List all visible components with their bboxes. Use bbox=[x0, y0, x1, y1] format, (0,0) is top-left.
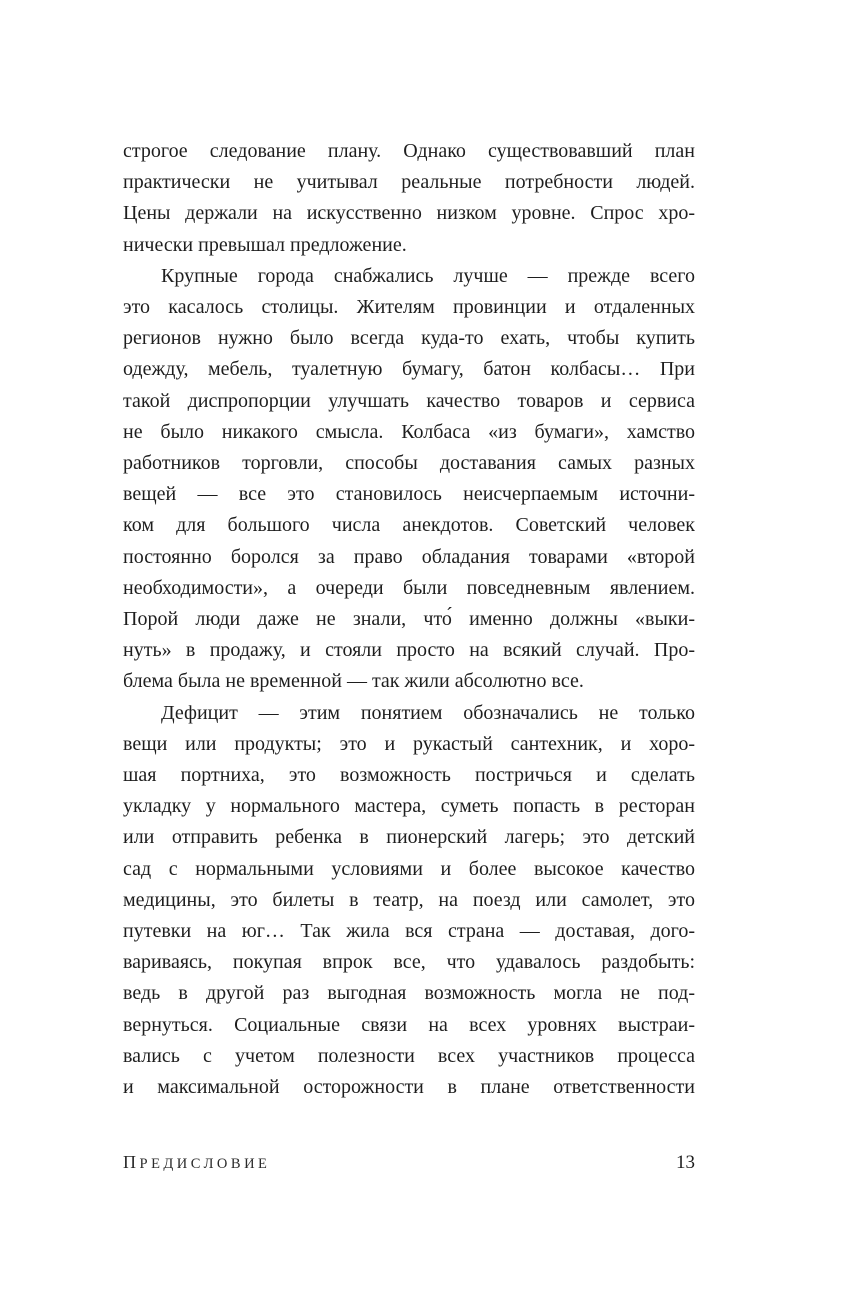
text-line: сад с нормальными условиями и более высокое качество bbox=[123, 857, 695, 880]
text-line: практически не учитывал реальные потребности людей. bbox=[123, 171, 695, 194]
text-line: нуть» в продажу, и стояли просто на всякий случай. Про- bbox=[123, 639, 695, 662]
text-line: вались с учетом полезности всех участников процесса bbox=[123, 1044, 695, 1067]
text-line: одежду, мебель, туалетную бумагу, батон колбасы… При bbox=[123, 358, 695, 381]
text-line: путевки на юг… Так жила вся страна — доставая, дого- bbox=[123, 920, 695, 943]
text-line: строгое следование плану. Однако существовавший план bbox=[123, 140, 695, 162]
text-line: регионов нужно было всегда куда-то ехать, чтобы купить bbox=[123, 327, 695, 350]
text-line: необходимости», а очереди были повседневным явлением. bbox=[123, 576, 695, 599]
text-line: это касалось столицы. Жителям провинции и отдаленных bbox=[123, 296, 695, 319]
text-line: Цены держали на искусственно низком уровне. Спрос хро- bbox=[123, 202, 695, 225]
text-line: вернуться. Социальные связи на всех уровнях выстраи- bbox=[123, 1013, 695, 1036]
page-footer bbox=[123, 1152, 695, 1174]
text-line: работников торговли, способы доставания самых разных bbox=[123, 452, 695, 475]
paragraph bbox=[123, 698, 695, 1104]
page-number: 13 bbox=[676, 1152, 695, 1173]
text-block bbox=[123, 136, 695, 1103]
text-line: нически превышал предложение. bbox=[123, 233, 407, 256]
paragraph bbox=[123, 261, 695, 698]
text-line: вещей — все это становилось неисчерпаемым источни- bbox=[123, 483, 695, 506]
text-line: или отправить ребенка в пионерский лагерь; это детский bbox=[123, 826, 695, 849]
text-line: вещи или продукты; это и рукастый сантехник, и хоро- bbox=[123, 732, 695, 755]
text-line: медицины, это билеты в театр, на поезд или самолет, это bbox=[123, 888, 695, 911]
paragraph bbox=[123, 136, 695, 261]
text-line: шая портниха, это возможность постричься и сделать bbox=[123, 764, 695, 787]
text-line: Дефицит — этим понятием обозначались не только bbox=[161, 701, 695, 724]
text-line: ведь в другой раз выгодная возможность могла не под- bbox=[123, 982, 695, 1005]
footer-section-label: ПРЕДИСЛОВИЕ bbox=[123, 1152, 271, 1172]
text-line: не было никакого смысла. Колбаса «из бумаги», хамство bbox=[123, 420, 695, 443]
text-line: вариваясь, покупая впрок все, что удавалось раздобыть: bbox=[123, 951, 695, 974]
text-line: укладку у нормального мастера, суметь попасть в ресторан bbox=[123, 795, 695, 818]
text-line: и максимальной осторожности в плане ответственности bbox=[123, 1076, 695, 1099]
text-line: постоянно боролся за право обладания товарами «второй bbox=[123, 545, 695, 568]
text-line: Порой люди даже не знали, что́ именно должны «выки- bbox=[123, 608, 695, 631]
text-line: блема была не временной — так жили абсолютно все. bbox=[123, 670, 584, 693]
text-line: Крупные города снабжались лучше — прежде всего bbox=[161, 264, 695, 287]
text-line: такой диспропорции улучшать качество товаров и сервиса bbox=[123, 389, 695, 412]
text-line: ком для большого числа анекдотов. Советский человек bbox=[123, 514, 695, 537]
